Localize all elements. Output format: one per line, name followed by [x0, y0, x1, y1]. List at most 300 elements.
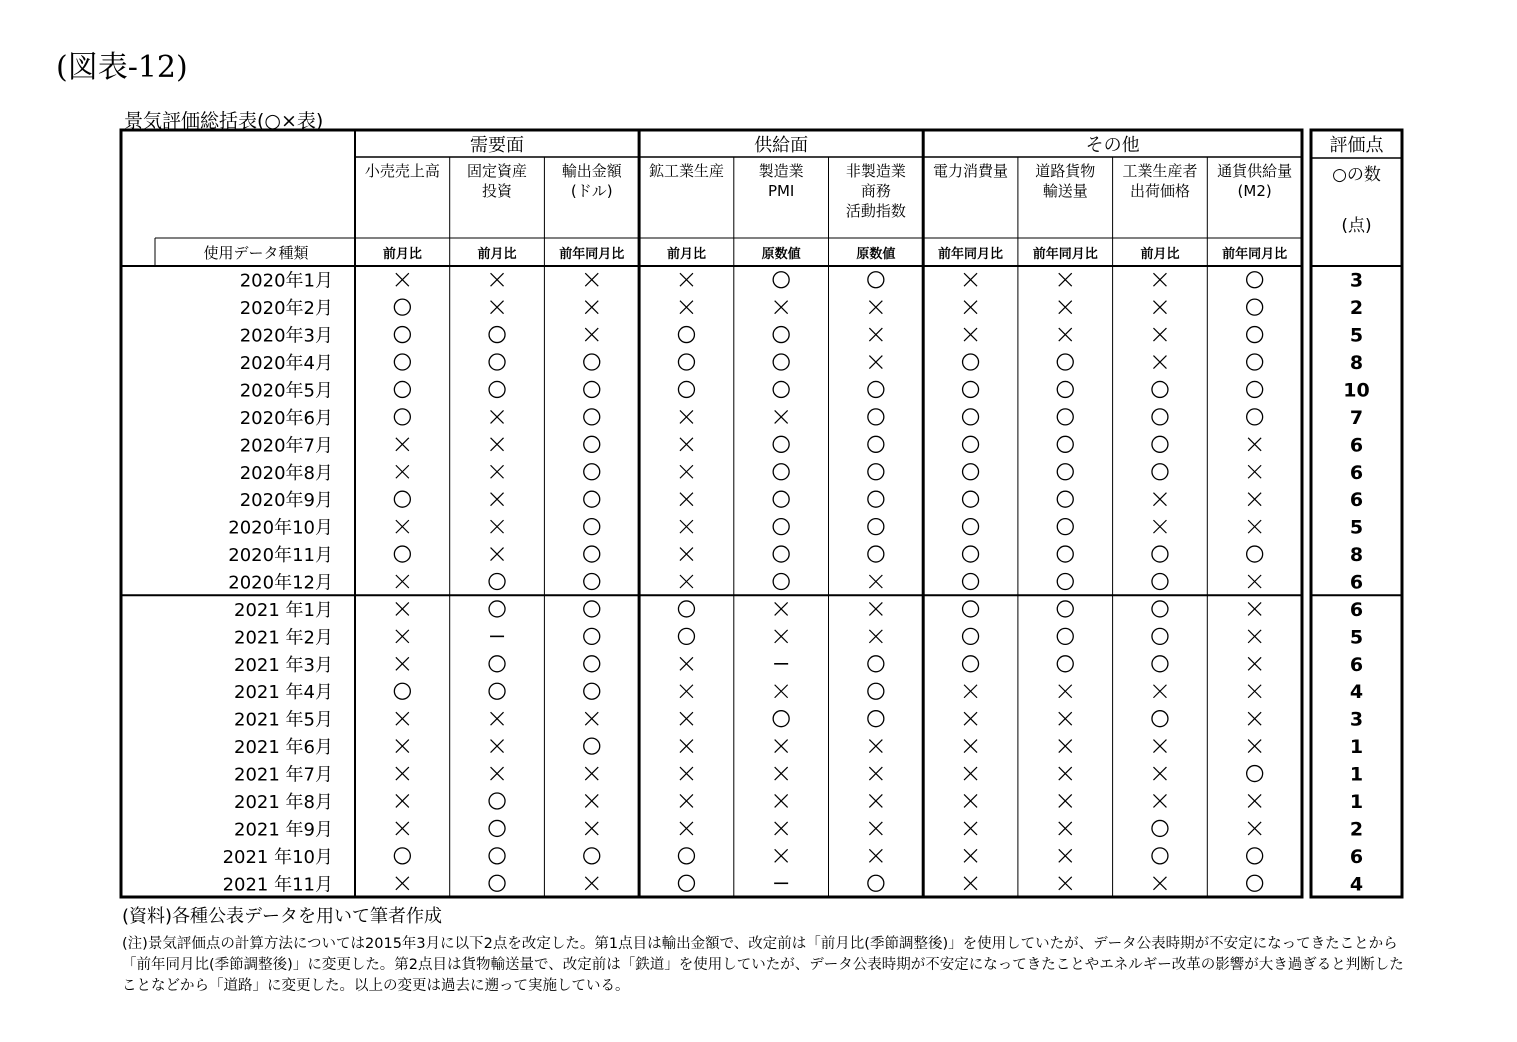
row-month: 2021 年8月	[234, 791, 333, 813]
row-score: 1	[1349, 790, 1364, 813]
row-score: 4	[1349, 873, 1364, 896]
mark-circle	[1247, 354, 1263, 370]
mark-cross	[396, 438, 409, 451]
indicator-name: 工業生産者	[1122, 162, 1198, 180]
mark-cross	[491, 438, 504, 451]
mark-circle	[963, 464, 979, 480]
mark-circle	[773, 381, 789, 397]
row-score: 2	[1349, 818, 1364, 841]
mark-cross	[869, 740, 882, 753]
mark-cross	[1248, 575, 1261, 588]
mark-circle	[868, 711, 884, 727]
indicator-name: 非製造業	[845, 162, 906, 180]
indicator-name: 出荷価格	[1129, 182, 1190, 200]
mark-circle	[584, 574, 600, 590]
mark-cross	[1153, 794, 1166, 807]
mark-circle	[1247, 875, 1263, 891]
mark-cross	[680, 767, 693, 780]
row-month: 2020年2月	[239, 298, 333, 320]
mark-circle	[963, 656, 979, 672]
mark-cross	[585, 877, 598, 890]
row-month: 2020年4月	[239, 353, 333, 375]
indicator-basis: 原数値	[761, 247, 801, 262]
mark-circle	[584, 436, 600, 452]
row-month: 2020年6月	[239, 407, 333, 429]
row-month: 2020年9月	[239, 490, 333, 512]
mark-cross	[1248, 712, 1261, 725]
indicator-basis: 前月比	[1140, 247, 1180, 262]
row-month: 2021 年1月	[234, 599, 333, 621]
mark-circle	[1057, 601, 1073, 617]
mark-circle	[1247, 272, 1263, 288]
mark-cross	[1248, 822, 1261, 835]
mark-circle	[678, 327, 694, 343]
mark-circle	[1152, 464, 1168, 480]
mark-cross	[585, 712, 598, 725]
mark-circle	[1152, 628, 1168, 644]
mark-circle	[963, 546, 979, 562]
table-title: 景気評価総括表(○×表)	[124, 110, 324, 132]
indicator-basis: 前月比	[382, 247, 422, 262]
mark-cross	[964, 822, 977, 835]
mark-circle	[773, 491, 789, 507]
mark-cross	[775, 740, 788, 753]
mark-cross	[869, 356, 882, 369]
mark-circle	[394, 683, 410, 699]
row-score: 7	[1349, 406, 1364, 429]
mark-cross	[964, 794, 977, 807]
mark-cross	[396, 767, 409, 780]
mark-cross	[1153, 493, 1166, 506]
indicator-name: 投資	[482, 182, 513, 200]
row-score: 1	[1349, 736, 1364, 759]
mark-cross	[491, 520, 504, 533]
mark-circle	[963, 436, 979, 452]
mark-cross	[680, 520, 693, 533]
indicator-name: 通貨供給量	[1217, 162, 1293, 180]
mark-cross	[1248, 657, 1261, 670]
mark-cross	[396, 822, 409, 835]
mark-cross	[491, 740, 504, 753]
row-month: 2021 年9月	[234, 819, 333, 841]
mark-cross	[585, 767, 598, 780]
mark-circle	[1247, 299, 1263, 315]
mark-cross	[1153, 740, 1166, 753]
mark-circle	[489, 354, 505, 370]
mark-cross	[680, 438, 693, 451]
mark-cross	[585, 794, 598, 807]
indicator-basis: 前年同月比	[938, 247, 1004, 262]
row-score: 8	[1349, 544, 1364, 567]
mark-circle	[1057, 381, 1073, 397]
mark-cross	[396, 712, 409, 725]
mark-circle	[394, 546, 410, 562]
mark-circle	[868, 272, 884, 288]
row-score: 4	[1349, 681, 1364, 704]
mark-cross	[1059, 877, 1072, 890]
mark-circle	[963, 519, 979, 535]
mark-cross	[1248, 794, 1261, 807]
mark-circle	[489, 793, 505, 809]
mark-cross	[869, 630, 882, 643]
mark-circle	[678, 601, 694, 617]
row-month: 2021 年6月	[234, 737, 333, 759]
mark-cross	[1153, 685, 1166, 698]
mark-circle	[584, 464, 600, 480]
mark-circle	[584, 848, 600, 864]
mark-cross	[869, 602, 882, 615]
row-score: 6	[1349, 845, 1364, 868]
mark-circle	[394, 409, 410, 425]
row-score: 2	[1349, 297, 1364, 320]
mark-circle	[1247, 409, 1263, 425]
mark-cross	[869, 794, 882, 807]
row-month: 2021 年5月	[234, 709, 333, 731]
score-header-unit: (点)	[1341, 216, 1372, 236]
mark-cross	[964, 767, 977, 780]
mark-circle	[584, 683, 600, 699]
mark-circle	[489, 848, 505, 864]
row-month: 2020年5月	[239, 380, 333, 402]
mark-circle	[489, 381, 505, 397]
indicator-name: 輸送量	[1042, 182, 1088, 200]
group-header: 需要面	[470, 135, 525, 156]
mark-cross	[1153, 328, 1166, 341]
mark-circle	[584, 409, 600, 425]
mark-cross	[1248, 465, 1261, 478]
mark-circle	[394, 848, 410, 864]
mark-cross	[491, 548, 504, 561]
mark-cross	[1248, 520, 1261, 533]
row-month: 2021 年3月	[234, 654, 333, 676]
mark-circle	[963, 409, 979, 425]
mark-cross	[396, 520, 409, 533]
mark-cross	[1059, 712, 1072, 725]
mark-cross	[869, 328, 882, 341]
mark-cross	[964, 877, 977, 890]
footnote: (注)景気評価点の計算方法については2015年3月に以下2点を改定した。第1点目は輸出金額で、改定前は「前月比(季節調整後)」を使用していたが、データ公表時期が不安定になってきたことから「前年同月比(季節調整後)」に変更した。第2点目は貨物輸送量で、改定前は「鉄道」を使用していたが、データ公表時期が不安定になってきたことやエネルギー改革の影響が大き過ぎると判断したことなどから「道路」に変更した。以上の変更は過去に遡って実施している。	[122, 936, 1404, 994]
mark-circle	[1152, 820, 1168, 836]
row-score: 6	[1349, 653, 1364, 676]
row-score: 6	[1349, 571, 1364, 594]
row-score: 5	[1349, 516, 1364, 539]
mark-circle	[1247, 848, 1263, 864]
mark-circle	[868, 656, 884, 672]
mark-cross	[680, 493, 693, 506]
indicator-basis: 前年同月比	[1222, 247, 1288, 262]
mark-circle	[394, 491, 410, 507]
mark-circle	[1057, 436, 1073, 452]
mark-circle	[1057, 519, 1073, 535]
mark-circle	[584, 354, 600, 370]
mark-cross	[1153, 520, 1166, 533]
mark-cross	[1059, 794, 1072, 807]
indicator-name: 製造業	[758, 162, 804, 180]
mark-circle	[489, 683, 505, 699]
mark-circle	[868, 491, 884, 507]
mark-cross	[491, 465, 504, 478]
row-score: 5	[1349, 626, 1364, 649]
mark-cross	[869, 575, 882, 588]
mark-circle	[678, 354, 694, 370]
mark-cross	[1059, 849, 1072, 862]
indicator-name: 商務	[860, 182, 891, 200]
mark-cross	[1059, 740, 1072, 753]
mark-cross	[680, 465, 693, 478]
mark-circle	[489, 875, 505, 891]
mark-cross	[491, 410, 504, 423]
mark-cross	[396, 877, 409, 890]
mark-cross	[775, 822, 788, 835]
row-month: 2021 年10月	[222, 846, 333, 868]
mark-circle	[394, 381, 410, 397]
row-month: 2021 年7月	[234, 764, 333, 786]
mark-cross	[396, 657, 409, 670]
mark-cross	[680, 685, 693, 698]
mark-cross	[1059, 301, 1072, 314]
mark-circle	[584, 656, 600, 672]
mark-cross	[775, 630, 788, 643]
mark-circle	[773, 546, 789, 562]
mark-cross	[1059, 273, 1072, 286]
mark-cross	[491, 493, 504, 506]
mark-cross	[680, 273, 693, 286]
mark-cross	[491, 273, 504, 286]
mark-circle	[1152, 574, 1168, 590]
mark-circle	[1152, 409, 1168, 425]
mark-circle	[1152, 436, 1168, 452]
mark-circle	[1152, 848, 1168, 864]
mark-circle	[394, 327, 410, 343]
mark-circle	[489, 327, 505, 343]
mark-circle	[773, 574, 789, 590]
mark-cross	[680, 794, 693, 807]
mark-circle	[1152, 381, 1168, 397]
mark-cross	[1153, 301, 1166, 314]
mark-circle	[584, 546, 600, 562]
mark-circle	[1152, 656, 1168, 672]
score-header-title: 評価点	[1329, 135, 1384, 156]
mark-circle	[584, 738, 600, 754]
mark-cross	[775, 602, 788, 615]
indicator-name: 鉱工業生産	[648, 162, 724, 180]
mark-circle	[678, 381, 694, 397]
mark-circle	[1057, 354, 1073, 370]
mark-circle	[773, 272, 789, 288]
mark-cross	[396, 630, 409, 643]
mark-circle	[773, 327, 789, 343]
mark-circle	[1247, 546, 1263, 562]
mark-cross	[1248, 493, 1261, 506]
row-month: 2021 年2月	[234, 627, 333, 649]
indicator-name: (M2)	[1237, 182, 1272, 200]
mark-circle	[584, 601, 600, 617]
mark-circle	[963, 491, 979, 507]
mark-circle	[394, 299, 410, 315]
indicator-name: PMI	[767, 182, 795, 200]
mark-circle	[584, 381, 600, 397]
indicator-name: 電力消費量	[933, 162, 1009, 180]
mark-cross	[680, 712, 693, 725]
mark-cross	[680, 822, 693, 835]
mark-circle	[1152, 601, 1168, 617]
mark-cross	[491, 301, 504, 314]
mark-cross	[680, 301, 693, 314]
row-score: 6	[1349, 598, 1364, 621]
indicator-name: 輸出金額	[561, 162, 622, 180]
mark-circle	[1057, 491, 1073, 507]
indicator-name: 固定資産	[467, 162, 528, 180]
mark-circle	[584, 628, 600, 644]
mark-cross	[396, 794, 409, 807]
mark-cross	[680, 410, 693, 423]
mark-cross	[964, 740, 977, 753]
mark-circle	[1057, 464, 1073, 480]
mark-circle	[868, 683, 884, 699]
mark-cross	[680, 575, 693, 588]
mark-circle	[1057, 628, 1073, 644]
mark-circle	[868, 409, 884, 425]
row-month: 2020年10月	[228, 517, 333, 539]
mark-cross	[1153, 877, 1166, 890]
row-score: 3	[1349, 708, 1364, 731]
mark-circle	[489, 574, 505, 590]
mark-circle	[584, 491, 600, 507]
mark-cross	[396, 602, 409, 615]
mark-cross	[1248, 685, 1261, 698]
mark-circle	[1152, 546, 1168, 562]
mark-cross	[869, 301, 882, 314]
row-score: 6	[1349, 489, 1364, 512]
mark-cross	[869, 767, 882, 780]
mark-cross	[775, 849, 788, 862]
mark-cross	[585, 822, 598, 835]
indicator-basis: 前年同月比	[1032, 247, 1098, 262]
mark-cross	[775, 410, 788, 423]
mark-cross	[775, 794, 788, 807]
mark-circle	[1247, 327, 1263, 343]
mark-circle	[489, 656, 505, 672]
mark-cross	[680, 740, 693, 753]
mark-cross	[1059, 685, 1072, 698]
indicator-name: 活動指数	[845, 202, 906, 220]
mark-circle	[963, 628, 979, 644]
mark-cross	[964, 849, 977, 862]
mark-circle	[868, 436, 884, 452]
mark-circle	[489, 601, 505, 617]
row-score: 1	[1349, 763, 1364, 786]
source-note: (資料)各種公表データを用いて筆者作成	[122, 906, 443, 927]
indicator-basis: 前月比	[666, 247, 706, 262]
mark-circle	[678, 875, 694, 891]
mark-cross	[1059, 822, 1072, 835]
mark-circle	[868, 519, 884, 535]
row-score: 5	[1349, 324, 1364, 347]
mark-circle	[678, 848, 694, 864]
mark-circle	[1152, 711, 1168, 727]
figure-label: (図表-12)	[56, 50, 188, 85]
row-score: 3	[1349, 269, 1364, 292]
mark-cross	[1248, 438, 1261, 451]
row-month: 2020年11月	[228, 545, 333, 567]
mark-cross	[1153, 273, 1166, 286]
mark-cross	[680, 657, 693, 670]
mark-circle	[489, 820, 505, 836]
row-month: 2020年12月	[228, 572, 333, 594]
mark-cross	[964, 301, 977, 314]
mark-cross	[775, 301, 788, 314]
row-month: 2020年7月	[239, 435, 333, 457]
indicator-basis: 原数値	[856, 247, 896, 262]
row-month: 2021 年4月	[234, 682, 333, 704]
mark-cross	[1248, 740, 1261, 753]
mark-cross	[491, 767, 504, 780]
group-header: 供給面	[754, 135, 809, 156]
indicator-name: 小売売上高	[364, 162, 440, 180]
mark-circle	[773, 464, 789, 480]
group-header: その他	[1085, 135, 1140, 156]
mark-circle	[1057, 656, 1073, 672]
indicator-name: (ドル)	[570, 182, 613, 200]
mark-circle	[1057, 546, 1073, 562]
mark-circle	[868, 381, 884, 397]
mark-cross	[585, 328, 598, 341]
mark-cross	[1059, 328, 1072, 341]
mark-circle	[963, 354, 979, 370]
mark-circle	[963, 574, 979, 590]
mark-circle	[868, 546, 884, 562]
mark-circle	[868, 464, 884, 480]
mark-circle	[963, 601, 979, 617]
mark-circle	[773, 519, 789, 535]
row-score: 8	[1349, 352, 1364, 375]
mark-circle	[584, 519, 600, 535]
mark-cross	[396, 740, 409, 753]
row-score: 10	[1343, 379, 1370, 402]
data-type-label: 使用データ種類	[203, 244, 309, 262]
mark-cross	[964, 712, 977, 725]
mark-cross	[396, 465, 409, 478]
mark-circle	[394, 354, 410, 370]
mark-cross	[1248, 602, 1261, 615]
row-month: 2020年8月	[239, 462, 333, 484]
mark-cross	[491, 712, 504, 725]
mark-circle	[773, 711, 789, 727]
row-month: 2020年3月	[239, 325, 333, 347]
row-month: 2021 年11月	[222, 874, 333, 896]
mark-circle	[868, 875, 884, 891]
mark-cross	[396, 575, 409, 588]
row-score: 6	[1349, 434, 1364, 457]
mark-circle	[1057, 574, 1073, 590]
row-score: 6	[1349, 461, 1364, 484]
mark-circle	[773, 436, 789, 452]
mark-cross	[585, 301, 598, 314]
mark-cross	[1153, 767, 1166, 780]
mark-cross	[775, 767, 788, 780]
mark-circle	[678, 628, 694, 644]
mark-cross	[396, 273, 409, 286]
mark-circle	[773, 354, 789, 370]
mark-cross	[585, 273, 598, 286]
indicator-basis: 前年同月比	[559, 247, 625, 262]
mark-cross	[869, 822, 882, 835]
indicator-name: 道路貨物	[1035, 162, 1096, 180]
mark-circle	[1247, 766, 1263, 782]
mark-cross	[964, 328, 977, 341]
score-header-sub: ○の数	[1332, 165, 1381, 185]
mark-cross	[1059, 767, 1072, 780]
